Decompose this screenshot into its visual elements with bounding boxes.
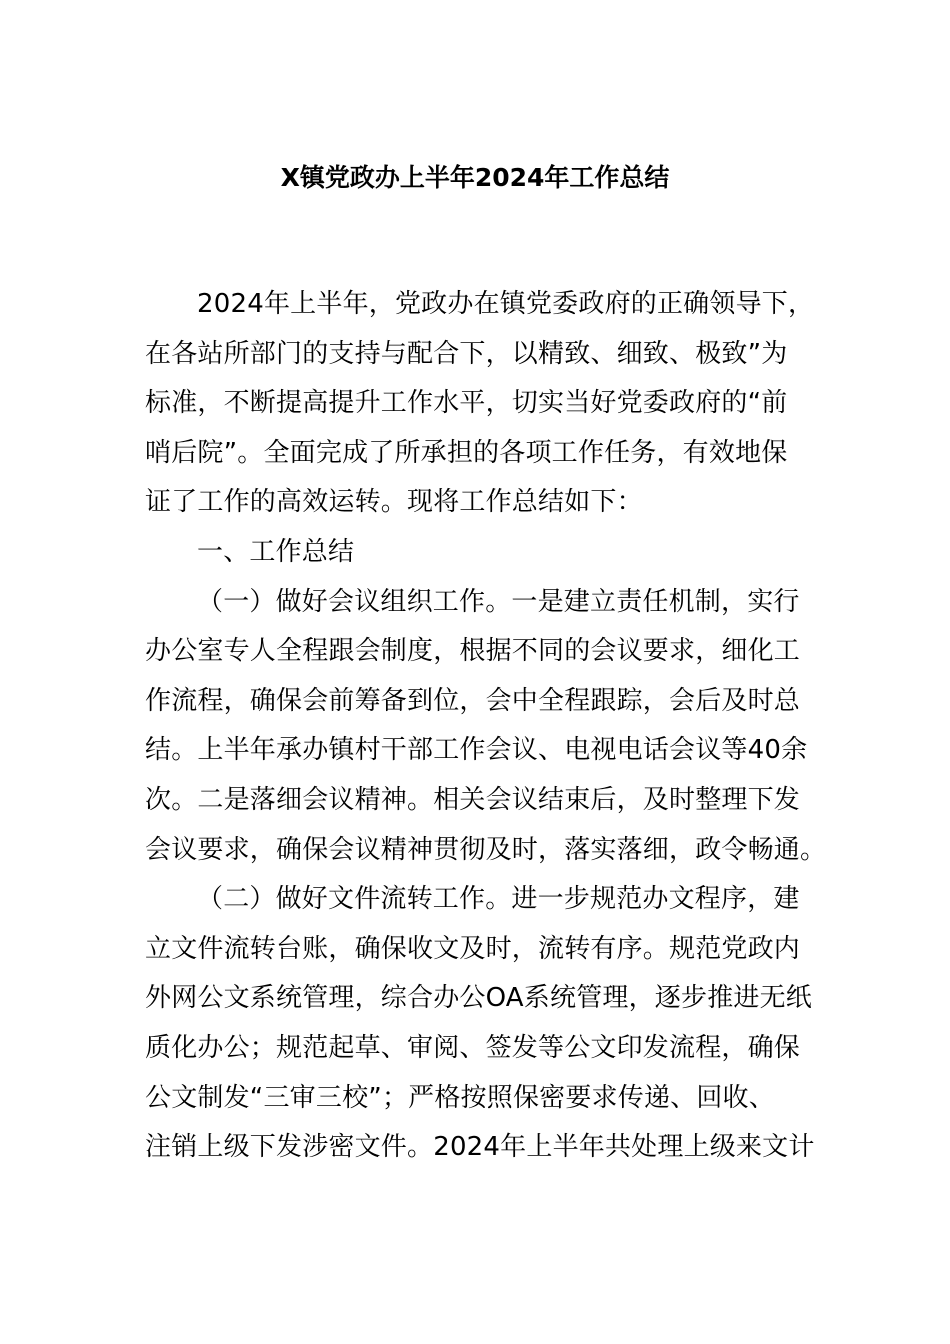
paragraph-line: 2024年上半年，党政办在镇党委政府的正确领导下， (197, 289, 815, 319)
document-title: X镇党政办上半年2024年工作总结 (280, 163, 670, 192)
paragraph-line: 办公室专人全程跟会制度，根据不同的会议要求，细化工 (145, 636, 801, 667)
paragraph-line: 质化办公；规范起草、审阅、签发等公文印发流程，确保 (145, 1032, 801, 1063)
paragraph-line: （二）做好文件流转工作。进一步规范办文程序，建 (197, 884, 800, 915)
paragraph-line: 次。二是落细会议精神。相关会议结束后，及时整理下发 (145, 784, 801, 815)
paragraph-line: （一）做好会议组织工作。一是建立责任机制，实行 (197, 586, 800, 617)
paragraph-line: 哨后院”。全面完成了所承担的各项工作任务，有效地保 (145, 437, 788, 468)
paragraph-line: 注销上级下发涉密文件。2024年上半年共处理上级来文计 (145, 1132, 815, 1163)
paragraph-line: 标准，不断提高提升工作水平，切实当好党委政府的“前 (145, 388, 788, 419)
paragraph-line: 会议要求，确保会议精神贯彻及时，落实落细，政令畅通。 (145, 834, 827, 865)
paragraph-line: 公文制发“三审三校”；严格按照保密要求传递、回收、 (145, 1082, 775, 1113)
paragraph-line: 在各站所部门的支持与配合下，以精致、细致、极致”为 (145, 338, 788, 369)
paragraph-line: 证了工作的高效运转。现将工作总结如下： (145, 487, 643, 518)
paragraph-line: 作流程，确保会前筹备到位，会中全程跟踪，会后及时总 (145, 685, 801, 716)
paragraph-line: 立文件流转台账，确保收文及时，流转有序。规范党政内 (145, 933, 801, 964)
paragraph-line: 结。上半年承办镇村干部工作会议、电视电话会议等40余 (145, 735, 808, 766)
paragraph-line: 外网公文系统管理，综合办公OA系统管理，逐步推进无纸 (145, 983, 812, 1014)
document-body (145, 280, 827, 1173)
section-heading: 一、工作总结 (197, 536, 355, 567)
